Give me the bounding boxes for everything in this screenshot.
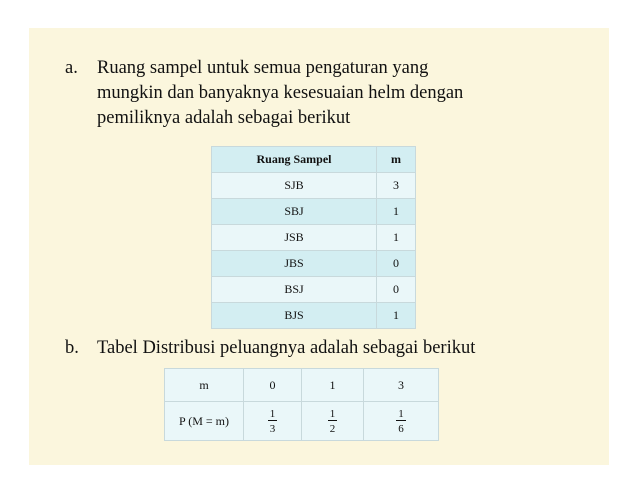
table-cell: BSJ [212, 277, 377, 303]
table-cell: SBJ [212, 199, 377, 225]
table-cell [364, 402, 439, 441]
table-cell: 1 [377, 225, 416, 251]
fraction-numerator: 1 [269, 407, 276, 420]
table-cell: 1 [377, 303, 416, 329]
distribution-table [164, 368, 439, 441]
table-cell: 3 [377, 173, 416, 199]
fraction [268, 408, 278, 435]
table-cell: 3 [364, 369, 439, 402]
table-cell: 0 [377, 277, 416, 303]
fraction [396, 408, 406, 435]
table-cell: 1 [377, 199, 416, 225]
header-m: m [377, 147, 416, 173]
probability-label: P (M = m) [165, 402, 244, 441]
table-row [212, 251, 416, 277]
fraction-numerator: 1 [329, 407, 336, 420]
item-a-line-2: mungkin dan banyaknya kesesuaian helm dengan [97, 83, 464, 103]
table-cell: 0 [244, 369, 302, 402]
sample-space-table [211, 146, 416, 329]
fraction-numerator: 1 [398, 407, 404, 420]
table-cell: JBS [212, 251, 377, 277]
table-row [212, 225, 416, 251]
table-row [212, 199, 416, 225]
table-cell: 1 [302, 369, 364, 402]
table-row [165, 402, 439, 441]
table-row [212, 277, 416, 303]
fraction-denominator: 6 [398, 422, 404, 435]
item-a-line-3: pemiliknya adalah sebagai berikut [97, 108, 351, 128]
table-cell: 0 [377, 251, 416, 277]
item-b-text: Tabel Distribusi peluangnya adalah sebagai berikut [97, 338, 476, 358]
fraction [328, 408, 338, 435]
table-row [212, 303, 416, 329]
table-cell [302, 402, 364, 441]
item-a-marker: a. [65, 58, 78, 78]
table-header-row [212, 147, 416, 173]
item-b-marker: b. [65, 338, 79, 358]
table-cell [244, 402, 302, 441]
table-row [212, 173, 416, 199]
header-ruang-sampel: Ruang Sampel [212, 147, 377, 173]
table-cell: BJS [212, 303, 377, 329]
table-cell: JSB [212, 225, 377, 251]
table-row [165, 369, 439, 402]
fraction-denominator: 2 [329, 422, 336, 435]
table-cell: m [165, 369, 244, 402]
fraction-denominator: 3 [269, 422, 276, 435]
item-a-line-1: Ruang sampel untuk semua pengaturan yang [97, 58, 429, 78]
table-cell: SJB [212, 173, 377, 199]
